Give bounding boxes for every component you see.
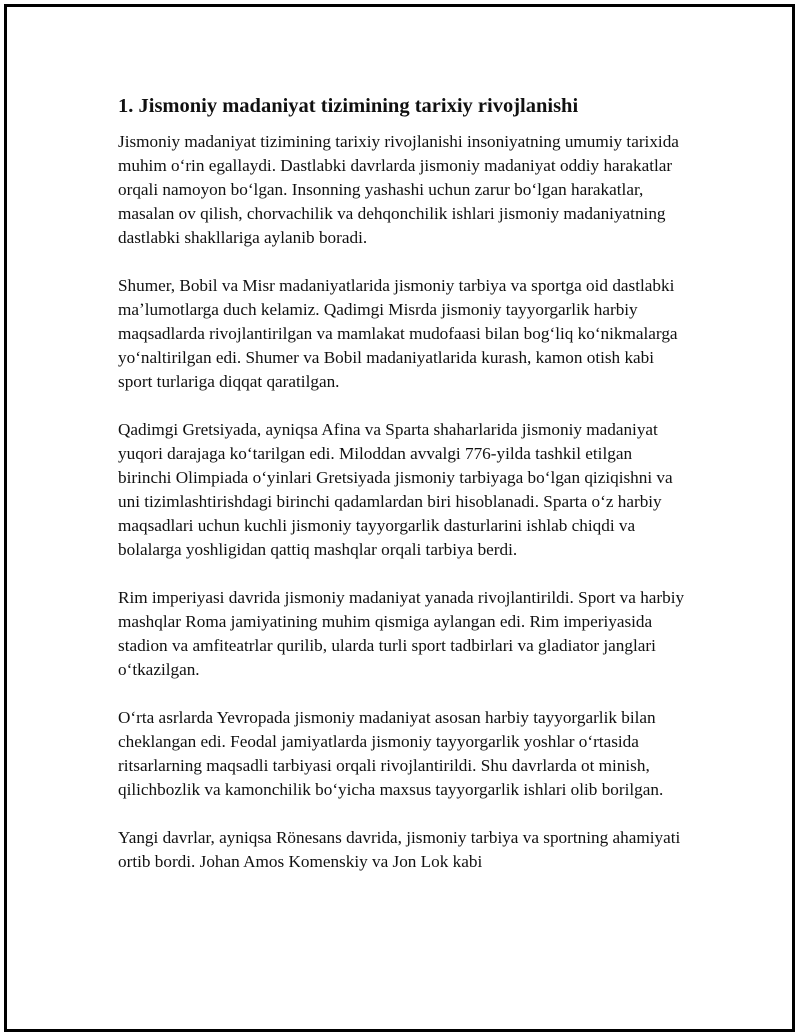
paragraph-3: Qadimgi Gretsiyada, ayniqsa Afina va Sparta shaharlarida jismoniy madaniyat yuqori darajaga koʻtarilgan edi. Miloddan avvalgi 776-yilda tashkil etilgan birinchi Olimpiada oʻyinlari Gretsiyada jismoniy tarbiyaga boʻlgan qiziqishni va uni tizimlashtirishdagi birinchi qadamlardan biri hisoblanadi. Sparta oʻz harbiy maqsadlari uchun kuchli jismoniy tayyorgarlik dasturlarini ishlab chiqdi va bolalarga yoshligidan qattiq mashqlar orqali tarbiya berdi. <box>118 420 673 559</box>
paragraph-5: Oʻrta asrlarda Yevropada jismoniy madaniyat asosan harbiy tayyorgarlik bilan cheklangan edi. Feodal jamiyatlarda jismoniy tayyorgarlik yoshlar oʻrtasida ritsarlarning maqsadli tarbiyasi orqali rivojlantirildi. Shu davrlarda ot minish, qilichbozlik va kamonchilik boʻyicha maxsus tayyorgarlik ishlari olib borilgan. <box>118 708 664 799</box>
section-heading: 1. Jismoniy madaniyat tizimining tarixiy rivojlanishi <box>118 95 579 117</box>
paragraph-2: Shumer, Bobil va Misr madaniyatlarida jismoniy tarbiya va sportga oid dastlabki maʼlumotlarga duch kelamiz. Qadimgi Misrda jismoniy tayyorgarlik harbiy maqsadlarda rivojlantirilgan va mamlakat mudofaasi bilan bogʻliq koʻnikmalarga yoʻnaltirilgan edi. Shumer va Bobil madaniyatlarida kurash, kamon otish kabi sport turlariga diqqat qaratilgan. <box>118 276 678 391</box>
paragraph-4: Rim imperiyasi davrida jismoniy madaniyat yanada rivojlantirildi. Sport va harbiy mashqlar Roma jamiyatining muhim qismiga aylangan edi. Rim imperiyasida stadion va amfiteatrlar qurilib, ularda turli sport tadbirlari va gladiator janglari oʻtkazilgan. <box>118 588 685 679</box>
paragraph-1: Jismoniy madaniyat tizimining tarixiy rivojlanishi insoniyatning umumiy tarixida muhim oʻrin egallaydi. Dastlabki davrlarda jismoniy madaniyat oddiy harakatlar orqali namoyon boʻlgan. Insonning yashashi uchun zarur boʻlgan harakatlar, masalan ov qilish, chorvachilik va dehqonchilik ishlari jismoniy madaniyatning dastlabki shakllariga aylanib boradi. <box>118 132 679 247</box>
paragraph-6: Yangi davrlar, ayniqsa Rönesans davrida, jismoniy tarbiya va sportning ahamiyati ortib bordi. Johan Amos Komenskiy va Jon Lok kabi <box>118 828 681 871</box>
document-body <box>118 92 688 898</box>
